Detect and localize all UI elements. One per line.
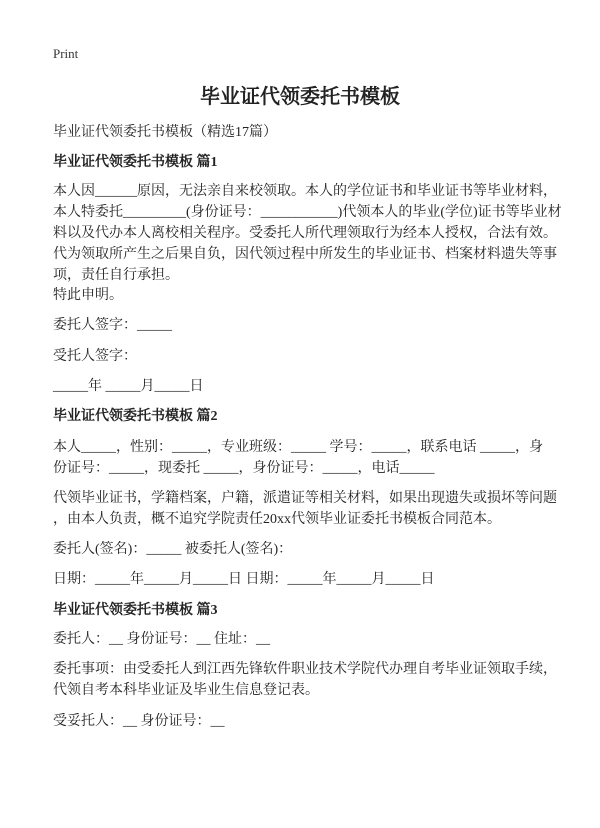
paragraph (53, 346, 137, 367)
section-heading: 毕业证代领委托书模板 篇2 (53, 409, 218, 424)
paragraph-line: 本人_____，性别：_____，专业班级：_____ 学号：_____，联系电话 _____，身 (53, 440, 543, 455)
paragraph-line: 本人特委托_________(身份证号：___________)代领本人的毕业(学位)证书等毕业材 (53, 205, 562, 220)
paragraph-line: 特此申明。 (53, 288, 123, 303)
document-title: 毕业证代领委托书模板 (200, 86, 400, 108)
paragraph (53, 437, 543, 479)
print-link[interactable]: Print (53, 46, 79, 61)
paragraph (53, 569, 435, 590)
paragraph (53, 659, 557, 701)
paragraph (53, 488, 557, 530)
paragraph (53, 285, 123, 306)
paragraph (53, 376, 204, 397)
section-heading: 毕业证代领委托书模板 篇3 (53, 603, 218, 618)
paragraph-line: 委托人：__ 身份证号：__ 住址：__ (53, 632, 270, 647)
paragraph-line: 份证号：_____，现委托 _____，身份证号：_____，电话_____ (53, 461, 435, 476)
paragraph (53, 629, 270, 650)
paragraph (53, 181, 562, 286)
paragraph-line: 料以及代办本人离校相关程序。受委托人所代理领取行为经本人授权，合法有效。 (53, 226, 557, 241)
paragraph-line: ，由本人负责，概不追究学院责任20xx代领毕业证委托书模板合同范本。 (53, 512, 501, 527)
paragraph-line: 委托人(签名)：_____ 被委托人(签名)： (53, 542, 293, 557)
section-heading: 毕业证代领委托书模板 篇1 (53, 155, 218, 170)
paragraph-line: 项，责任自行承担。 (53, 268, 179, 283)
paragraph-line: _____年 _____月_____日 (53, 379, 204, 394)
paragraph (53, 711, 225, 732)
paragraph-line: 受妥托人：__ 身份证号：__ (53, 714, 225, 729)
paragraph (53, 315, 172, 336)
paragraph-line: 委托事项：由受委托人到江西先锋软件职业技术学院代办理自考毕业证领取手续， (53, 662, 557, 677)
paragraph-line: 代领自考本科毕业证及毕业生信息登记表。 (53, 683, 319, 698)
paragraph (53, 539, 292, 560)
paragraph-line: 本人因______原因，无法亲自来校领取。本人的学位证书和毕业证书等毕业材料， (53, 184, 557, 199)
paragraph-line: 代为领取所产生之后果自负，因代领过程中所发生的毕业证书、档案材料遗失等事 (53, 247, 557, 262)
paragraph-line: 受托人签字： (53, 349, 137, 364)
paragraph-line: 委托人签字：_____ (53, 318, 172, 333)
paragraph-line: 代领毕业证书，学籍档案，户籍，派遣证等相关材料，如果出现遗失或损坏等问题 (53, 491, 557, 506)
paragraph-line: 日期：_____年_____月_____日 日期：_____年_____月_____日 (53, 572, 435, 587)
document-subtitle: 毕业证代领委托书模板（精选17篇） (53, 125, 277, 140)
